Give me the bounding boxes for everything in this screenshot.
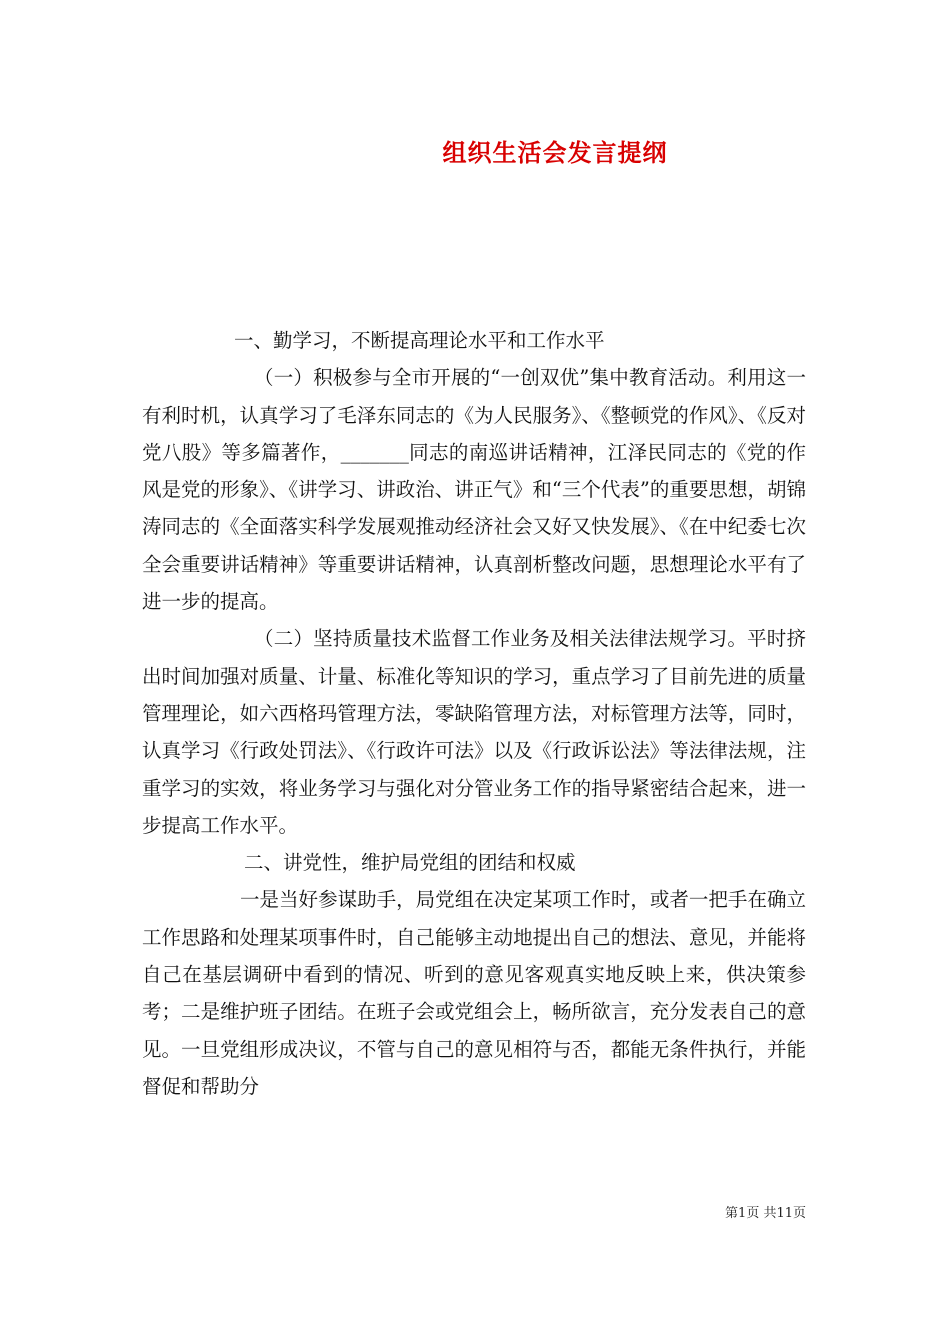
section-heading-2: 二、讲党性，维护局党组的团结和权威 <box>244 851 576 875</box>
paragraph-1: （一）积极参与全市开展的“一创双优”集中教育活动。利用这一有利时机，认真学习了毛泽东同志的《为人民服务》、《整顿党的作风》、《反对党八股》等多篇著作，_______同志的南巡讲话精神，江泽民同志的《党的作风是党的形象》、《讲学习、讲政治、讲正气》和“三个代表”的重要思想，胡锦涛同志的《全面落实科学发展观推动经济社会又好又快发展》、《在中纪委七次全会重要讲话精神》等重要讲话精神，认真剖析整改问题，思想理论水平有了进一步的提高。 <box>142 366 806 614</box>
document-body <box>142 322 806 1105</box>
paragraph-3: 一是当好参谋助手，局党组在决定某项工作时，或者一把手在确立工作思路和处理某项事件时，自己能够主动地提出自己的想法、意见，并能将自己在基层调研中看到的情况、听到的意见客观真实地反映上来，供决策参考；二是维护班子团结。在班子会或党组会上，畅所欲言，充分发表自己的意见。一旦党组形成决议，不管与自己的意见相符与否，都能无条件执行，并能督促和帮助分 <box>142 888 806 1098</box>
section-heading-1: 一、勤学习，不断提高理论水平和工作水平 <box>234 329 605 352</box>
page-number: 第1页 共11页 <box>725 1206 806 1221</box>
paragraph-2: （二）坚持质量技术监督工作业务及相关法律法规学习。平时挤出时间加强对质量、计量、标准化等知识的学习，重点学习了目前先进的质量管理理论，如六西格玛管理方法，零缺陷管理方法，对标管理方法等，同时，认真学习《行政处罚法》、《行政许可法》以及《行政诉讼法》等法律法规，注重学习的实效，将业务学习与强化对分管业务工作的指导紧密结合起来，进一步提高工作水平。 <box>142 627 806 837</box>
document-title: 组织生活会发言提纲 <box>442 138 668 167</box>
